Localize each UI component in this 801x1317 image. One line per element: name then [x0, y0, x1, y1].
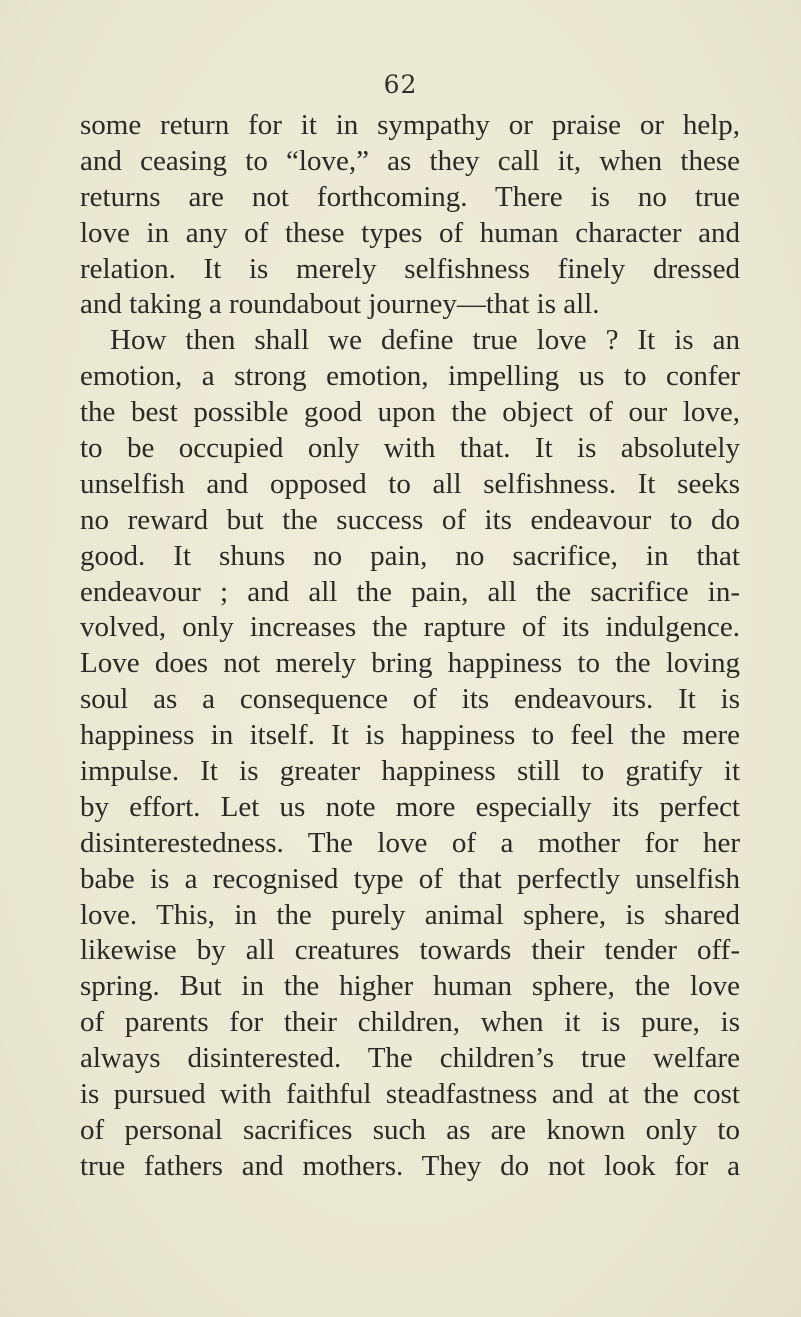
text-line: volved, only increases the rapture of its indulgence.: [80, 611, 740, 644]
text-line: no reward but the success of its endeavour to do: [80, 503, 740, 536]
text-line: the best possible good upon the object of our love,: [80, 396, 740, 429]
text-line: and taking a roundabout journey—that is all.: [80, 288, 600, 321]
text-line: disinterestedness. The love of a mother for her: [80, 826, 740, 859]
text-line: of parents for their children, when it is pure, is: [80, 1006, 740, 1039]
text-line: babe is a recognised type of that perfectly unselfish: [80, 862, 740, 895]
text-line: and ceasing to “love,” as they call it, when these: [80, 144, 740, 177]
text-line: by effort. Let us note more especially its perfect: [80, 790, 740, 823]
text-line: spring. But in the higher human sphere, the love: [80, 970, 740, 1003]
text-line: to be occupied only with that. It is absolutely: [80, 432, 740, 465]
text-line: is pursued with faithful steadfastness and at the cost: [80, 1078, 740, 1111]
text-line: endeavour ; and all the pain, all the sacrifice in-: [80, 575, 740, 608]
text-line: soul as a consequence of its endeavours. It is: [80, 683, 740, 716]
text-line: good. It shuns no pain, no sacrifice, in that: [80, 539, 740, 572]
text-line: of personal sacrifices such as are known only to: [80, 1113, 740, 1146]
text-line: How then shall we define true love ? It is an: [110, 324, 740, 357]
text-line: returns are not forthcoming. There is no true: [80, 180, 740, 213]
text-line: unselfish and opposed to all selfishness. It seeks: [80, 467, 740, 500]
text-line: love in any of these types of human character and: [80, 216, 740, 249]
text-line: happiness in itself. It is happiness to feel the mere: [80, 719, 740, 752]
text-line: true fathers and mothers. They do not look for a: [80, 1149, 740, 1182]
page-number: 62: [383, 70, 418, 99]
text-line: love. This, in the purely animal sphere, is shared: [80, 898, 740, 931]
text-line: impulse. It is greater happiness still to gratify it: [80, 755, 740, 788]
text-line: relation. It is merely selfishness finely dressed: [80, 252, 740, 285]
text-line: emotion, a strong emotion, impelling us to confer: [80, 360, 740, 393]
text-line: always disinterested. The children’s true welfare: [80, 1042, 740, 1075]
text-line: some return for it in sympathy or praise or help,: [80, 109, 740, 141]
text-line: likewise by all creatures towards their tender off-: [80, 934, 740, 967]
text-line: Love does not merely bring happiness to the loving: [80, 647, 740, 680]
body-text: [80, 108, 740, 1185]
